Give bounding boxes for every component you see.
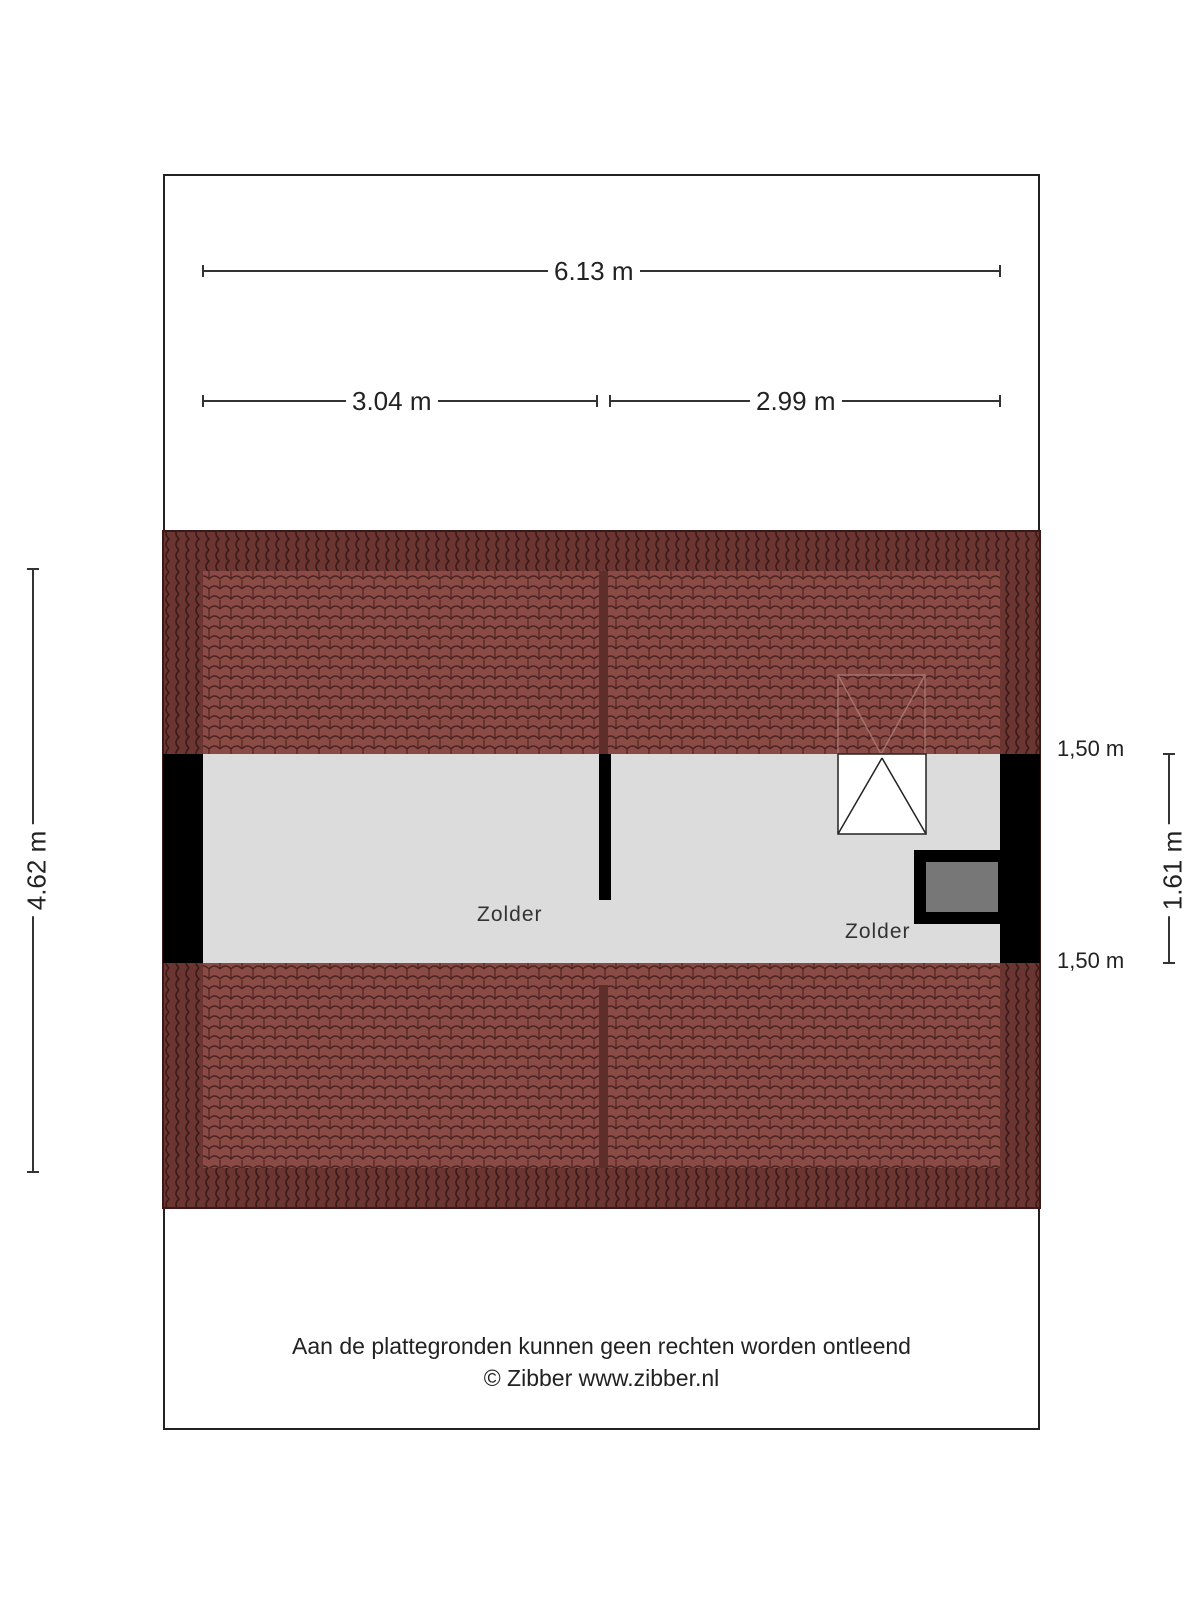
disclaimer-text: Aan de plattegronden kunnen geen rechten worden ontleend [292, 1333, 911, 1359]
wall-partition [599, 754, 611, 900]
chimney-shaft [914, 850, 1000, 924]
dimension-label-floor-depth: 1.61 m [1157, 825, 1188, 917]
wall-left [163, 754, 203, 963]
dimension-label-upper-height: 1,50 m [1057, 736, 1125, 761]
wall-right [1000, 754, 1040, 963]
footer-text [163, 1330, 1040, 1394]
dimension-label-total-depth: 4.62 m [21, 825, 52, 917]
roof-bottom-edge [163, 1168, 1040, 1208]
roof-seam-upper [599, 571, 608, 754]
dimension-label-right-width: 2.99 m [750, 386, 842, 417]
roof-upper [163, 531, 1040, 571]
room-label-left: Zolder [477, 903, 543, 926]
dimension-label-total-width: 6.13 m [548, 256, 640, 287]
copyright-text: © Zibber www.zibber.nl [483, 1365, 720, 1391]
dimension-label-lower-height: 1,50 m [1057, 948, 1125, 973]
room-label-right: Zolder [845, 920, 911, 943]
dimension-label-left-width: 3.04 m [346, 386, 438, 417]
skylight-window [838, 754, 926, 834]
roof-seam-lower [599, 985, 608, 1168]
